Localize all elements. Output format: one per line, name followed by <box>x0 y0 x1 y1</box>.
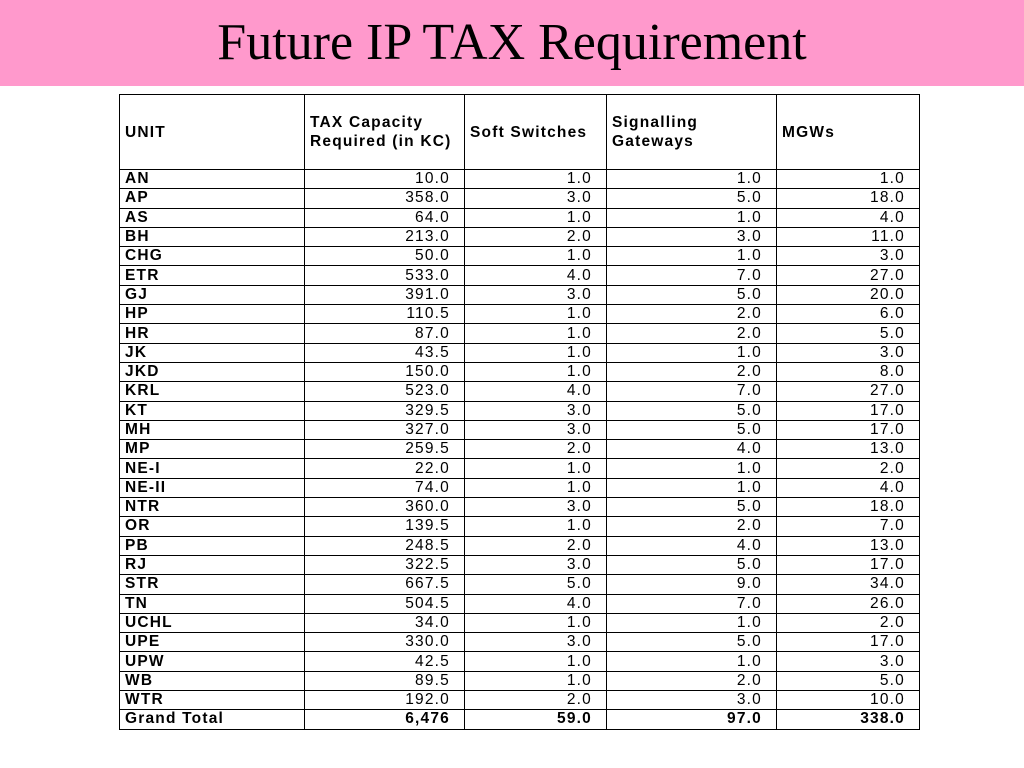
unit-cell: Grand Total <box>120 710 305 729</box>
table-row <box>120 613 920 632</box>
unit-cell: RJ <box>120 555 305 574</box>
mgws-cell: 26.0 <box>777 594 920 613</box>
soft-switches-cell: 1.0 <box>465 343 607 362</box>
soft-switches-cell: 3.0 <box>465 555 607 574</box>
soft-switches-cell: 3.0 <box>465 189 607 208</box>
tax-capacity-cell: 22.0 <box>305 459 465 478</box>
signalling-gateways-cell: 97.0 <box>607 710 777 729</box>
table-row <box>120 633 920 652</box>
soft-switches-cell: 1.0 <box>465 517 607 536</box>
tax-capacity-cell: 34.0 <box>305 613 465 632</box>
unit-cell: STR <box>120 575 305 594</box>
tax-capacity-cell: 330.0 <box>305 633 465 652</box>
table-row <box>120 420 920 439</box>
table-row <box>120 652 920 671</box>
unit-cell: UPE <box>120 633 305 652</box>
column-header-signalling-gateways: Signalling Gateways <box>607 95 777 170</box>
table-header-row <box>120 95 920 170</box>
unit-cell: CHG <box>120 247 305 266</box>
table-row <box>120 227 920 246</box>
signalling-gateways-cell: 5.0 <box>607 285 777 304</box>
signalling-gateways-cell: 5.0 <box>607 420 777 439</box>
signalling-gateways-cell: 5.0 <box>607 189 777 208</box>
soft-switches-cell: 1.0 <box>465 170 607 189</box>
signalling-gateways-cell: 2.0 <box>607 671 777 690</box>
mgws-cell: 27.0 <box>777 382 920 401</box>
soft-switches-cell: 2.0 <box>465 227 607 246</box>
tax-capacity-cell: 391.0 <box>305 285 465 304</box>
signalling-gateways-cell: 2.0 <box>607 324 777 343</box>
table-row <box>120 324 920 343</box>
unit-cell: GJ <box>120 285 305 304</box>
unit-cell: HP <box>120 305 305 324</box>
table-row <box>120 247 920 266</box>
mgws-cell: 6.0 <box>777 305 920 324</box>
signalling-gateways-cell: 4.0 <box>607 536 777 555</box>
tax-requirement-table <box>119 94 920 730</box>
signalling-gateways-cell: 1.0 <box>607 459 777 478</box>
table-row <box>120 362 920 381</box>
signalling-gateways-cell: 1.0 <box>607 343 777 362</box>
signalling-gateways-cell: 1.0 <box>607 652 777 671</box>
unit-cell: AS <box>120 208 305 227</box>
tax-capacity-cell: 10.0 <box>305 170 465 189</box>
column-header-tax-capacity: TAX Capacity Required (in KC) <box>305 95 465 170</box>
signalling-gateways-cell: 1.0 <box>607 247 777 266</box>
soft-switches-cell: 2.0 <box>465 691 607 710</box>
soft-switches-cell: 1.0 <box>465 324 607 343</box>
table-row <box>120 555 920 574</box>
soft-switches-cell: 5.0 <box>465 575 607 594</box>
mgws-cell: 5.0 <box>777 324 920 343</box>
soft-switches-cell: 3.0 <box>465 498 607 517</box>
table-row <box>120 691 920 710</box>
unit-cell: NE-I <box>120 459 305 478</box>
table-body <box>120 170 920 730</box>
tax-capacity-cell: 64.0 <box>305 208 465 227</box>
mgws-cell: 17.0 <box>777 401 920 420</box>
tax-capacity-cell: 42.5 <box>305 652 465 671</box>
table-row <box>120 459 920 478</box>
signalling-gateways-cell: 7.0 <box>607 266 777 285</box>
soft-switches-cell: 3.0 <box>465 420 607 439</box>
unit-cell: UPW <box>120 652 305 671</box>
tax-capacity-cell: 259.5 <box>305 440 465 459</box>
unit-cell: MH <box>120 420 305 439</box>
tax-capacity-cell: 523.0 <box>305 382 465 401</box>
mgws-cell: 13.0 <box>777 536 920 555</box>
unit-cell: WTR <box>120 691 305 710</box>
soft-switches-cell: 1.0 <box>465 478 607 497</box>
soft-switches-cell: 3.0 <box>465 401 607 420</box>
unit-cell: JKD <box>120 362 305 381</box>
unit-cell: BH <box>120 227 305 246</box>
tax-capacity-cell: 89.5 <box>305 671 465 690</box>
table-row <box>120 536 920 555</box>
signalling-gateways-cell: 4.0 <box>607 440 777 459</box>
soft-switches-cell: 59.0 <box>465 710 607 729</box>
unit-cell: OR <box>120 517 305 536</box>
table-row <box>120 189 920 208</box>
mgws-cell: 27.0 <box>777 266 920 285</box>
unit-cell: AN <box>120 170 305 189</box>
tax-capacity-cell: 533.0 <box>305 266 465 285</box>
tax-capacity-cell: 360.0 <box>305 498 465 517</box>
tax-capacity-cell: 322.5 <box>305 555 465 574</box>
mgws-cell: 3.0 <box>777 652 920 671</box>
mgws-cell: 338.0 <box>777 710 920 729</box>
mgws-cell: 8.0 <box>777 362 920 381</box>
table-row <box>120 305 920 324</box>
signalling-gateways-cell: 1.0 <box>607 613 777 632</box>
soft-switches-cell: 1.0 <box>465 459 607 478</box>
signalling-gateways-cell: 7.0 <box>607 382 777 401</box>
mgws-cell: 34.0 <box>777 575 920 594</box>
table-row <box>120 671 920 690</box>
signalling-gateways-cell: 1.0 <box>607 208 777 227</box>
table-row <box>120 266 920 285</box>
tax-capacity-cell: 213.0 <box>305 227 465 246</box>
unit-cell: HR <box>120 324 305 343</box>
tax-capacity-cell: 110.5 <box>305 305 465 324</box>
soft-switches-cell: 4.0 <box>465 266 607 285</box>
soft-switches-cell: 1.0 <box>465 652 607 671</box>
tax-capacity-cell: 6,476 <box>305 710 465 729</box>
mgws-cell: 17.0 <box>777 633 920 652</box>
tax-capacity-cell: 248.5 <box>305 536 465 555</box>
mgws-cell: 10.0 <box>777 691 920 710</box>
column-header-mgws: MGWs <box>777 95 920 170</box>
unit-cell: NTR <box>120 498 305 517</box>
unit-cell: MP <box>120 440 305 459</box>
unit-cell: AP <box>120 189 305 208</box>
grand-total-row <box>120 710 920 729</box>
signalling-gateways-cell: 5.0 <box>607 401 777 420</box>
tax-capacity-cell: 87.0 <box>305 324 465 343</box>
mgws-cell: 2.0 <box>777 613 920 632</box>
soft-switches-cell: 2.0 <box>465 440 607 459</box>
signalling-gateways-cell: 5.0 <box>607 498 777 517</box>
table-row <box>120 478 920 497</box>
unit-cell: NE-II <box>120 478 305 497</box>
unit-cell: WB <box>120 671 305 690</box>
unit-cell: PB <box>120 536 305 555</box>
soft-switches-cell: 3.0 <box>465 285 607 304</box>
unit-cell: TN <box>120 594 305 613</box>
tax-capacity-cell: 192.0 <box>305 691 465 710</box>
table-row <box>120 401 920 420</box>
soft-switches-cell: 1.0 <box>465 671 607 690</box>
signalling-gateways-cell: 5.0 <box>607 633 777 652</box>
soft-switches-cell: 1.0 <box>465 362 607 381</box>
mgws-cell: 3.0 <box>777 343 920 362</box>
signalling-gateways-cell: 2.0 <box>607 517 777 536</box>
mgws-cell: 5.0 <box>777 671 920 690</box>
tax-capacity-cell: 50.0 <box>305 247 465 266</box>
soft-switches-cell: 4.0 <box>465 594 607 613</box>
table-row <box>120 440 920 459</box>
mgws-cell: 4.0 <box>777 478 920 497</box>
table-row <box>120 170 920 189</box>
column-header-soft-switches: Soft Switches <box>465 95 607 170</box>
mgws-cell: 7.0 <box>777 517 920 536</box>
tax-capacity-cell: 74.0 <box>305 478 465 497</box>
soft-switches-cell: 1.0 <box>465 305 607 324</box>
unit-cell: ETR <box>120 266 305 285</box>
table-row <box>120 594 920 613</box>
tax-capacity-cell: 667.5 <box>305 575 465 594</box>
soft-switches-cell: 1.0 <box>465 247 607 266</box>
signalling-gateways-cell: 5.0 <box>607 555 777 574</box>
table-row <box>120 285 920 304</box>
table-row <box>120 498 920 517</box>
signalling-gateways-cell: 1.0 <box>607 170 777 189</box>
mgws-cell: 4.0 <box>777 208 920 227</box>
mgws-cell: 11.0 <box>777 227 920 246</box>
mgws-cell: 3.0 <box>777 247 920 266</box>
table-row <box>120 208 920 227</box>
mgws-cell: 17.0 <box>777 420 920 439</box>
soft-switches-cell: 3.0 <box>465 633 607 652</box>
signalling-gateways-cell: 1.0 <box>607 478 777 497</box>
mgws-cell: 20.0 <box>777 285 920 304</box>
tax-capacity-cell: 504.5 <box>305 594 465 613</box>
soft-switches-cell: 1.0 <box>465 208 607 227</box>
mgws-cell: 2.0 <box>777 459 920 478</box>
tax-capacity-cell: 150.0 <box>305 362 465 381</box>
tax-capacity-cell: 358.0 <box>305 189 465 208</box>
table-row <box>120 517 920 536</box>
column-header-unit: UNIT <box>120 95 305 170</box>
soft-switches-cell: 1.0 <box>465 613 607 632</box>
mgws-cell: 18.0 <box>777 498 920 517</box>
signalling-gateways-cell: 3.0 <box>607 227 777 246</box>
mgws-cell: 17.0 <box>777 555 920 574</box>
tax-capacity-cell: 329.5 <box>305 401 465 420</box>
unit-cell: KRL <box>120 382 305 401</box>
tax-capacity-cell: 139.5 <box>305 517 465 536</box>
soft-switches-cell: 2.0 <box>465 536 607 555</box>
slide-title: Future IP TAX Requirement <box>217 14 807 71</box>
table-row <box>120 343 920 362</box>
signalling-gateways-cell: 2.0 <box>607 305 777 324</box>
unit-cell: UCHL <box>120 613 305 632</box>
table-row <box>120 575 920 594</box>
table-row <box>120 382 920 401</box>
mgws-cell: 1.0 <box>777 170 920 189</box>
signalling-gateways-cell: 9.0 <box>607 575 777 594</box>
signalling-gateways-cell: 2.0 <box>607 362 777 381</box>
mgws-cell: 18.0 <box>777 189 920 208</box>
unit-cell: JK <box>120 343 305 362</box>
unit-cell: KT <box>120 401 305 420</box>
signalling-gateways-cell: 3.0 <box>607 691 777 710</box>
signalling-gateways-cell: 7.0 <box>607 594 777 613</box>
soft-switches-cell: 4.0 <box>465 382 607 401</box>
mgws-cell: 13.0 <box>777 440 920 459</box>
tax-capacity-cell: 43.5 <box>305 343 465 362</box>
tax-capacity-cell: 327.0 <box>305 420 465 439</box>
